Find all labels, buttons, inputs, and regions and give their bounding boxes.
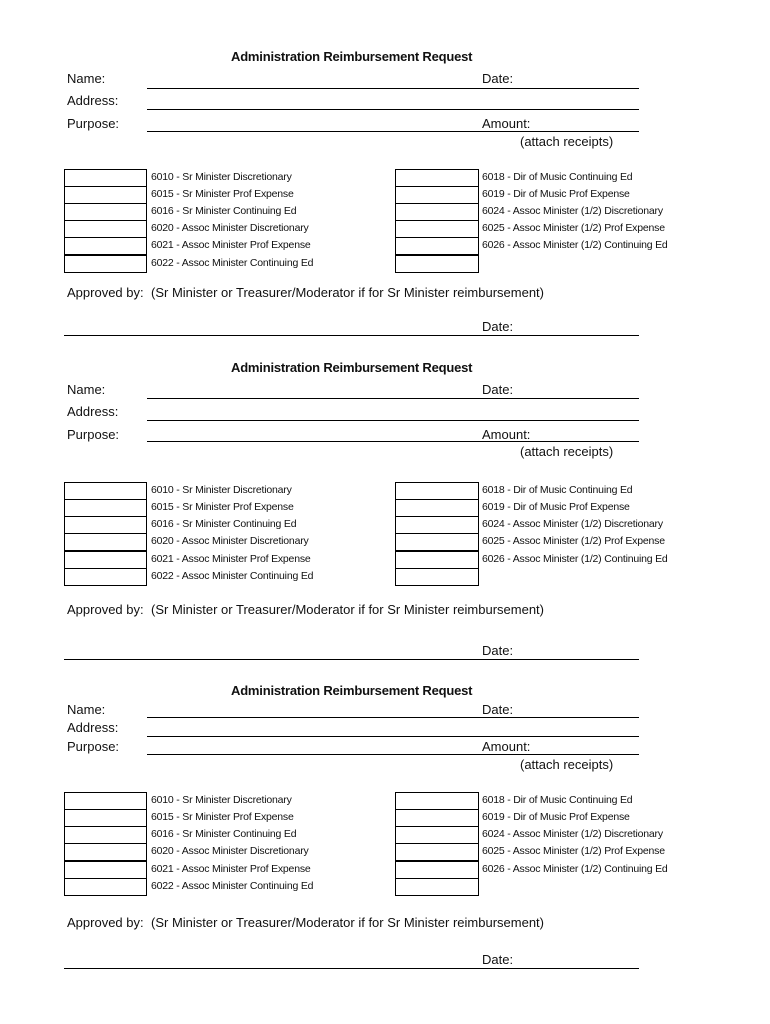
account-checkbox[interactable] <box>64 843 147 861</box>
receipts-note: (attach receipts) <box>520 444 614 459</box>
account-code: 6010 - Sr Minister Discretionary <box>151 484 292 496</box>
account-code: 6019 - Dir of Music Prof Expense <box>482 188 630 200</box>
account-checkbox[interactable] <box>395 237 479 255</box>
approved-by-note: (Sr Minister or Treasurer/Moderator if for Sr Minister reimbursement) <box>151 285 544 300</box>
account-code: 6024 - Assoc Minister (1/2) Discretionary <box>482 518 663 530</box>
account-code: 6018 - Dir of Music Continuing Ed <box>482 171 633 183</box>
name-label: Name: <box>67 702 106 717</box>
form-title: Administration Reimbursement Request <box>231 360 473 375</box>
approved-by-note: (Sr Minister or Treasurer/Moderator if for Sr Minister reimbursement) <box>151 915 544 930</box>
account-code: 6010 - Sr Minister Discretionary <box>151 794 292 806</box>
amount-label: Amount: <box>482 739 531 754</box>
account-code: 6024 - Assoc Minister (1/2) Discretionary <box>482 205 663 217</box>
account-code: 6016 - Sr Minister Continuing Ed <box>151 828 297 840</box>
account-code: 6025 - Assoc Minister (1/2) Prof Expense <box>482 222 665 234</box>
name-date-field[interactable] <box>147 398 639 399</box>
account-checkbox[interactable] <box>395 186 479 204</box>
date-label: Date: <box>482 71 514 86</box>
address-field[interactable] <box>147 420 639 421</box>
date-label: Date: <box>482 702 514 717</box>
receipts-note: (attach receipts) <box>520 757 614 772</box>
approval-date-label: Date: <box>482 952 514 967</box>
account-code: 6016 - Sr Minister Continuing Ed <box>151 518 297 530</box>
approved-by-label: Approved by: <box>67 285 144 300</box>
account-checkbox[interactable] <box>395 203 479 221</box>
account-checkbox[interactable] <box>64 255 147 273</box>
approval-signature-line[interactable] <box>64 335 639 336</box>
account-code: 6015 - Sr Minister Prof Expense <box>151 501 294 513</box>
purpose-label: Purpose: <box>67 116 120 131</box>
address-label: Address: <box>67 720 119 735</box>
amount-label: Amount: <box>482 116 531 131</box>
account-checkbox[interactable] <box>395 255 479 273</box>
account-checkbox[interactable] <box>64 551 147 569</box>
account-checkbox[interactable] <box>64 568 147 586</box>
name-label: Name: <box>67 71 106 86</box>
account-checkbox[interactable] <box>395 826 479 844</box>
account-checkbox[interactable] <box>64 186 147 204</box>
account-checkbox[interactable] <box>64 220 147 238</box>
account-checkbox[interactable] <box>395 551 479 569</box>
account-code: 6020 - Assoc Minister Discretionary <box>151 222 309 234</box>
approved-by-note: (Sr Minister or Treasurer/Moderator if for Sr Minister reimbursement) <box>151 602 544 617</box>
account-checkbox[interactable] <box>395 499 479 517</box>
account-checkbox[interactable] <box>64 203 147 221</box>
account-code: 6015 - Sr Minister Prof Expense <box>151 811 294 823</box>
account-checkbox[interactable] <box>64 533 147 551</box>
receipts-note: (attach receipts) <box>520 134 614 149</box>
account-checkbox[interactable] <box>64 861 147 879</box>
account-code: 6020 - Assoc Minister Discretionary <box>151 845 309 857</box>
account-checkbox[interactable] <box>64 809 147 827</box>
approved-by-label: Approved by: <box>67 915 144 930</box>
name-label: Name: <box>67 382 106 397</box>
account-checkbox[interactable] <box>395 482 479 500</box>
account-checkbox[interactable] <box>395 568 479 586</box>
account-checkbox[interactable] <box>64 792 147 810</box>
address-field[interactable] <box>147 109 639 110</box>
approved-by-label: Approved by: <box>67 602 144 617</box>
approval-date-label: Date: <box>482 643 514 658</box>
account-code: 6022 - Assoc Minister Continuing Ed <box>151 257 314 269</box>
account-checkbox[interactable] <box>64 516 147 534</box>
account-code: 6021 - Assoc Minister Prof Expense <box>151 863 311 875</box>
purpose-amount-field[interactable] <box>147 754 639 755</box>
account-code: 6026 - Assoc Minister (1/2) Continuing Ed <box>482 553 668 565</box>
account-checkbox[interactable] <box>64 499 147 517</box>
account-checkbox[interactable] <box>395 533 479 551</box>
approval-date-label: Date: <box>482 319 514 334</box>
address-label: Address: <box>67 404 119 419</box>
date-label: Date: <box>482 382 514 397</box>
account-code: 6026 - Assoc Minister (1/2) Continuing Ed <box>482 863 668 875</box>
account-code: 6020 - Assoc Minister Discretionary <box>151 535 309 547</box>
account-checkbox[interactable] <box>395 809 479 827</box>
account-checkbox[interactable] <box>395 878 479 896</box>
account-code: 6021 - Assoc Minister Prof Expense <box>151 553 311 565</box>
purpose-amount-field[interactable] <box>147 441 639 442</box>
account-checkbox[interactable] <box>395 843 479 861</box>
approval-signature-line[interactable] <box>64 659 639 660</box>
account-code: 6010 - Sr Minister Discretionary <box>151 171 292 183</box>
account-checkbox[interactable] <box>395 861 479 879</box>
account-code: 6019 - Dir of Music Prof Expense <box>482 501 630 513</box>
account-checkbox[interactable] <box>64 878 147 896</box>
address-label: Address: <box>67 93 119 108</box>
purpose-amount-field[interactable] <box>147 131 639 132</box>
account-checkbox[interactable] <box>395 169 479 187</box>
purpose-label: Purpose: <box>67 427 120 442</box>
account-code: 6026 - Assoc Minister (1/2) Continuing Ed <box>482 239 668 251</box>
form-title: Administration Reimbursement Request <box>231 683 473 698</box>
amount-label: Amount: <box>482 427 531 442</box>
purpose-label: Purpose: <box>67 739 120 754</box>
approval-signature-line[interactable] <box>64 968 639 969</box>
account-checkbox[interactable] <box>395 220 479 238</box>
account-checkbox[interactable] <box>64 169 147 187</box>
account-code: 6024 - Assoc Minister (1/2) Discretionary <box>482 828 663 840</box>
form-title: Administration Reimbursement Request <box>231 49 473 64</box>
account-code: 6018 - Dir of Music Continuing Ed <box>482 794 633 806</box>
name-date-field[interactable] <box>147 88 639 89</box>
account-code: 6022 - Assoc Minister Continuing Ed <box>151 570 314 582</box>
account-code: 6021 - Assoc Minister Prof Expense <box>151 239 311 251</box>
name-date-field[interactable] <box>147 717 639 718</box>
account-code: 6018 - Dir of Music Continuing Ed <box>482 484 633 496</box>
account-checkbox[interactable] <box>64 826 147 844</box>
account-code: 6025 - Assoc Minister (1/2) Prof Expense <box>482 535 665 547</box>
account-code: 6015 - Sr Minister Prof Expense <box>151 188 294 200</box>
account-checkbox[interactable] <box>395 516 479 534</box>
account-code: 6019 - Dir of Music Prof Expense <box>482 811 630 823</box>
account-checkbox[interactable] <box>64 237 147 255</box>
account-code: 6016 - Sr Minister Continuing Ed <box>151 205 297 217</box>
account-checkbox[interactable] <box>395 792 479 810</box>
address-field[interactable] <box>147 736 639 737</box>
account-checkbox[interactable] <box>64 482 147 500</box>
account-code: 6025 - Assoc Minister (1/2) Prof Expense <box>482 845 665 857</box>
account-code: 6022 - Assoc Minister Continuing Ed <box>151 880 314 892</box>
